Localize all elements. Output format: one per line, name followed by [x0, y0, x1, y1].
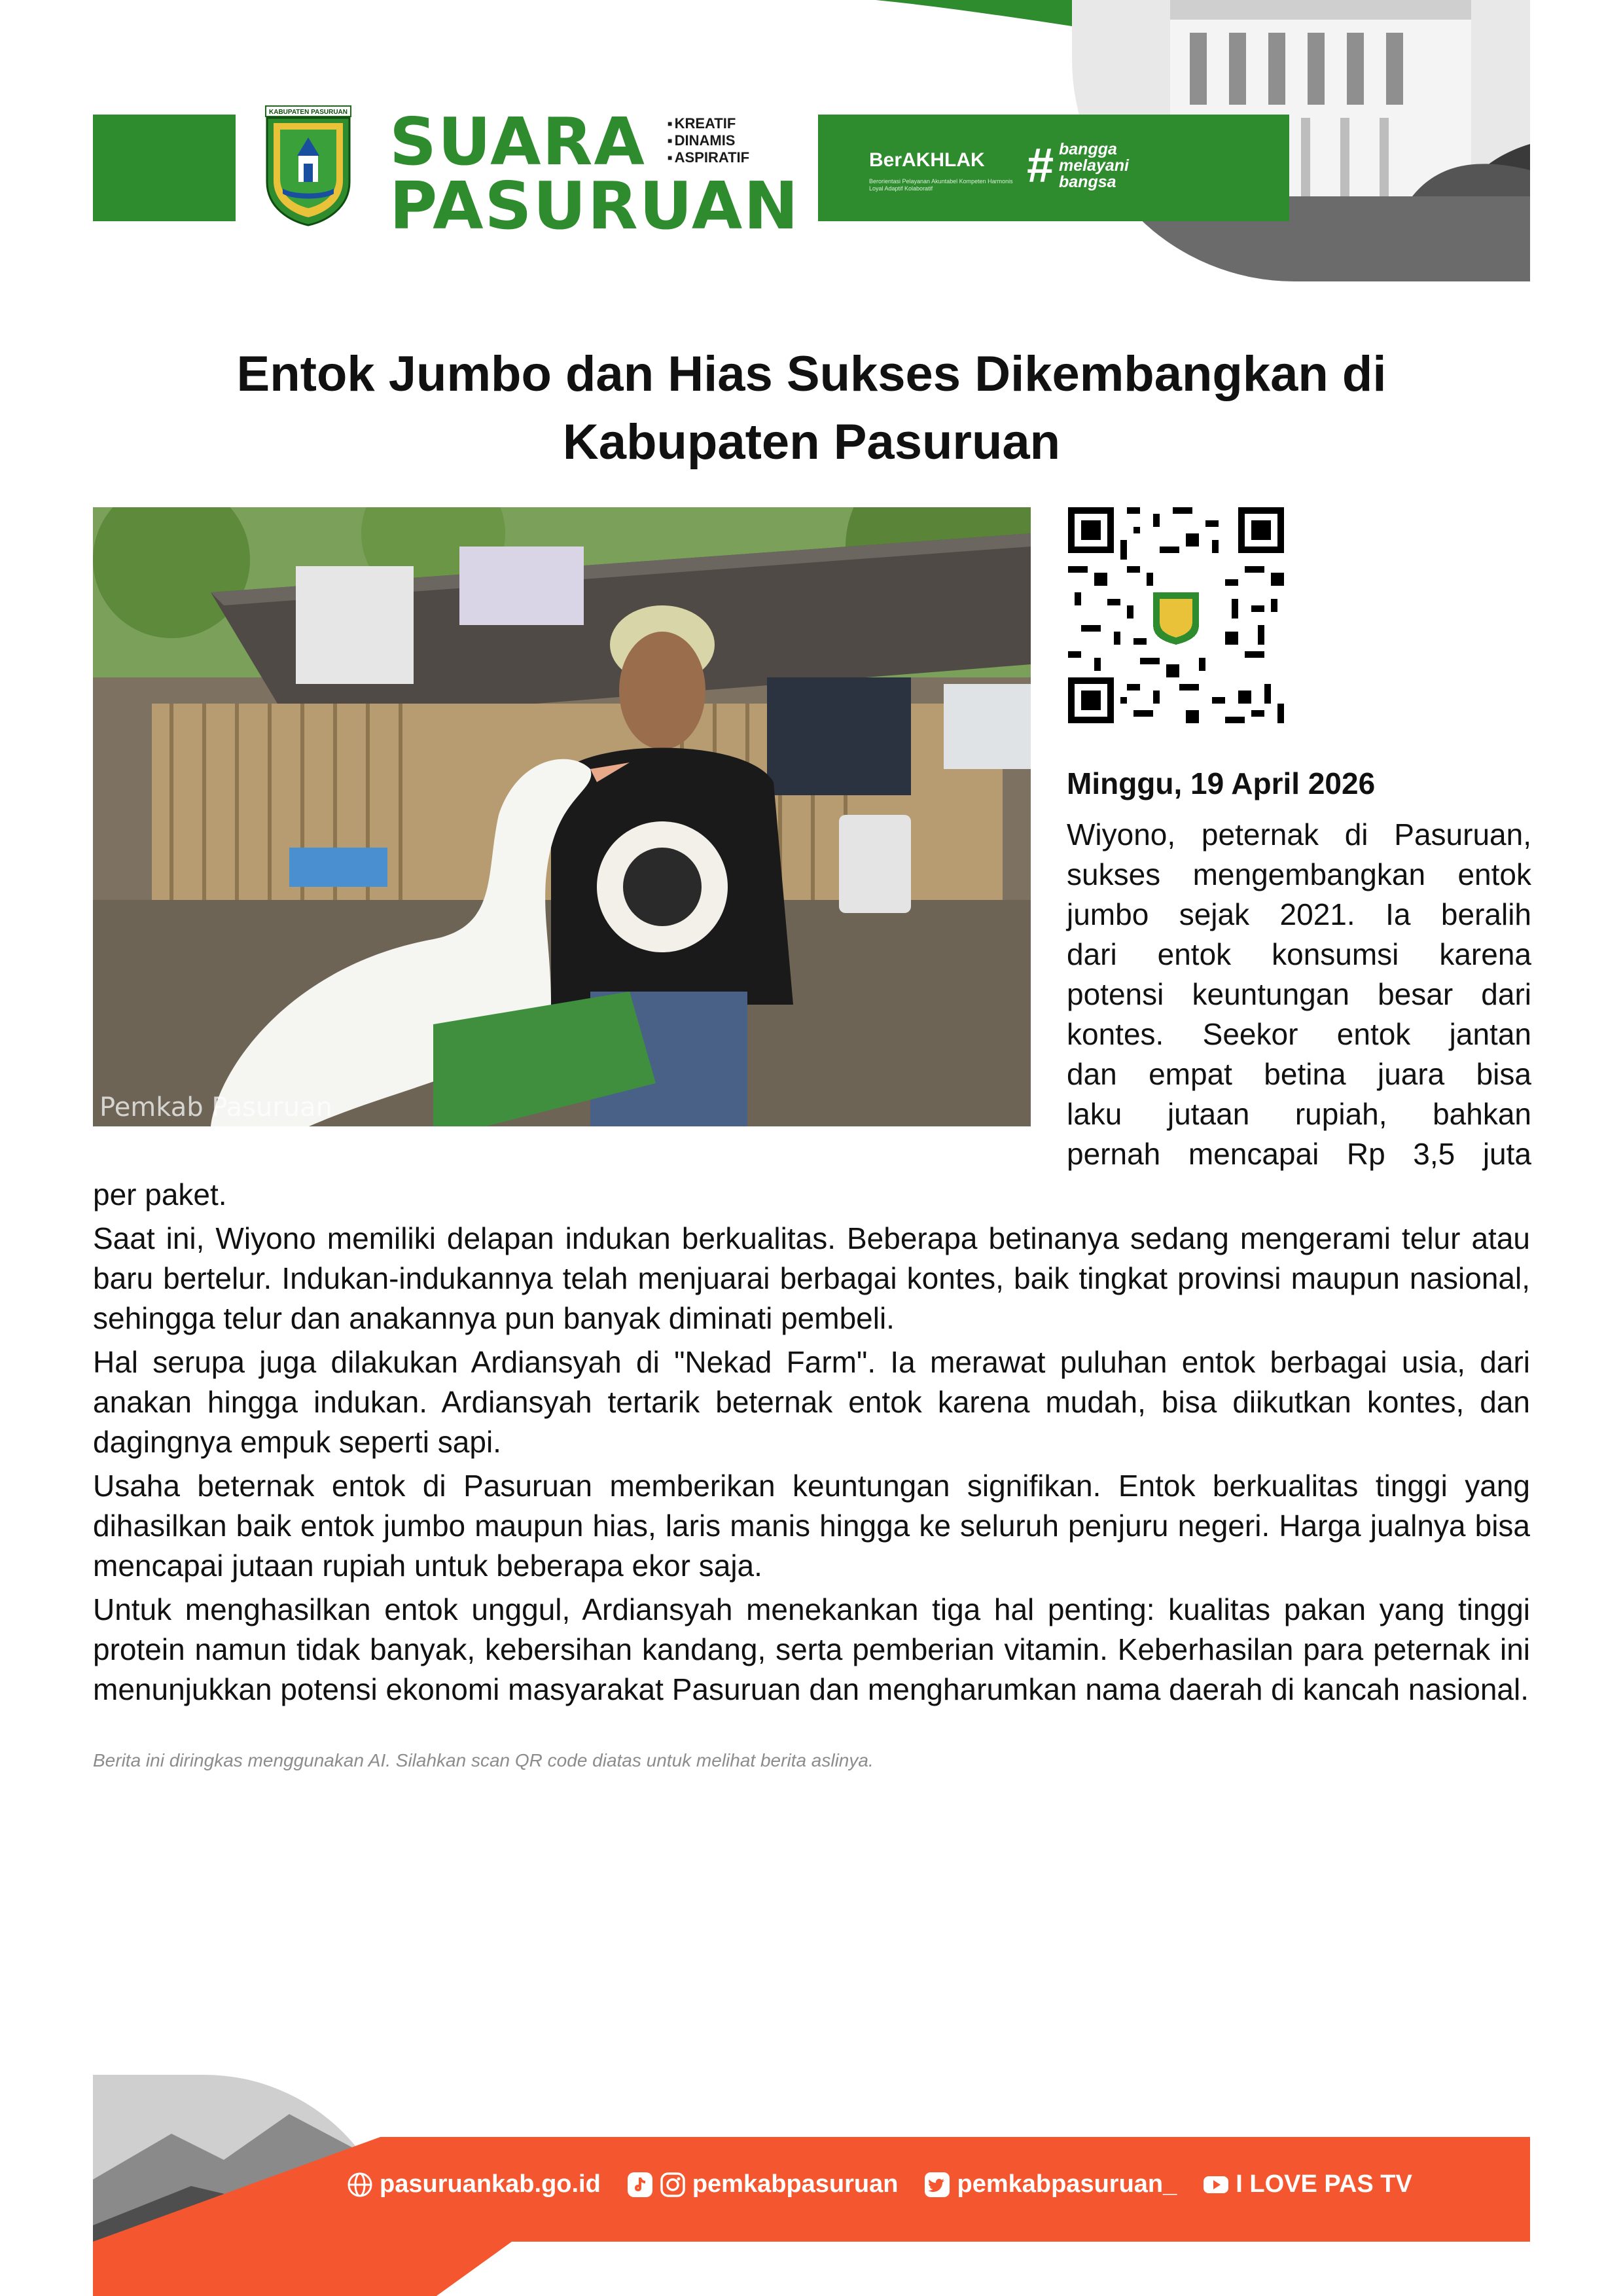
intro-line: sukses mengembangkan entok [1067, 857, 1531, 891]
website-text: pasuruankab.go.id [380, 2170, 601, 2198]
brand-line2: PASURUAN [389, 168, 800, 244]
footer-bar-wedge [93, 2242, 512, 2296]
title-line: Entok Jumbo dan Hias Sukses Dikembangkan di [236, 346, 1387, 402]
photo-credit: Pemkab Pasuruan [99, 1092, 333, 1122]
intro-continuation: per paket. [93, 1177, 227, 1211]
youtube-text: I LOVE PAS TV [1236, 2170, 1412, 2198]
footer-links [347, 2170, 1438, 2198]
tagline-item: ■ KREATIF [668, 115, 749, 132]
footer-twitter-link[interactable] [924, 2170, 1177, 2198]
article-paragraph: Usaha beternak entok di Pasuruan memberikan keuntungan signifikan. Entok berkualitas tinggi yang dihasilkan baik entok jumbo maupun hias, laris manis hingga ke seluruh penjuru negeri. Harga jualnya bisa mencapai jutaan rupiah untuk beberapa ekor saja. [93, 1469, 1530, 1583]
berakhlak-logo-text: BerAKHLAK [869, 149, 985, 171]
tagline-item: ■ ASPIRATIF [668, 149, 749, 166]
intro-line: potensi keuntungan besar dari [1067, 977, 1531, 1011]
intro-line: dari entok konsumsi karena [1067, 937, 1531, 971]
footer-youtube-link[interactable] [1203, 2170, 1412, 2198]
tagline-item: ■ DINAMIS [668, 132, 749, 149]
pasuruan-crest-logo [260, 103, 356, 226]
twitter-icon [924, 2172, 950, 2198]
globe-icon [347, 2172, 373, 2198]
article-photo [93, 507, 1031, 1126]
qr-code[interactable] [1068, 507, 1284, 723]
brand-line1: SUARA [389, 103, 646, 180]
hashtag-icon: # [1026, 138, 1054, 192]
intro-line: pernah mencapai Rp 3,5 juta [1067, 1137, 1531, 1171]
footer-tiktok-instagram-link[interactable] [627, 2170, 899, 2198]
title-line: Kabupaten Pasuruan [562, 414, 1061, 470]
intro-line: kontes. Seekor entok jantan [1067, 1017, 1531, 1051]
tiktok-icon [627, 2172, 653, 2198]
article-paragraph: Saat ini, Wiyono memiliki delapan indukan berkualitas. Beberapa betinanya sedang mengerami telur atau baru bertelur. Indukan-indukannya telah menjuarai berbagai kontes, baik tingkat provinsi maupun nasional, sehingga telur dan anakannya pun banyak diminati pembeli. [93, 1221, 1530, 1335]
intro-line: laku jutaan rupiah, bahkan [1067, 1097, 1531, 1131]
crest-label: KABUPATEN PASURUAN [269, 109, 348, 116]
instagram-icon [660, 2172, 686, 2198]
intro-line: jumbo sejak 2021. Ia beralih [1067, 897, 1531, 931]
ai-disclaimer: Berita ini diringkas menggunakan AI. Silahkan scan QR code diatas untuk melihat berita aslinya. [93, 1750, 874, 1770]
header-green-block [93, 115, 236, 221]
youtube-icon [1203, 2172, 1229, 2198]
social-handle-text: pemkabpasuruan [692, 2170, 899, 2198]
bangga-line: bangsa [1059, 173, 1116, 191]
article-paragraph: Hal serupa juga dilakukan Ardiansyah di "Nekad Farm". Ia merawat puluhan entok berbagai usia, dari anakan hingga indukan. Ardiansyah tertarik beternak entok karena mudah, bisa diikutkan kontes, dan dagingnya empuk seperti sapi. [93, 1345, 1530, 1459]
twitter-handle-text: pemkabpasuruan_ [957, 2170, 1177, 2198]
intro-line: Wiyono, peternak di Pasuruan, [1067, 817, 1531, 852]
bangga-melayani-bangsa-logo [1026, 138, 1130, 192]
bangga-line: melayani [1059, 156, 1130, 175]
article-date: Minggu, 19 April 2026 [1067, 766, 1376, 800]
article-body [93, 1175, 1530, 1710]
article-title [131, 340, 1492, 476]
berakhlak-subtitle: Berorientasi Pelayanan Akuntabel Kompeten Harmonis Loyal Adaptif Kolaboratif [869, 178, 1013, 192]
brand-taglines [668, 115, 749, 166]
footer-website-link[interactable] [347, 2170, 601, 2198]
bangga-line: bangga [1059, 140, 1117, 158]
article-intro-column [1067, 815, 1531, 1174]
article-paragraph: Untuk menghasilkan entok unggul, Ardiansyah menekankan tiga hal penting: kualitas pakan yang tinggi protein namun tidak banyak, kebersihan kandang, serta pemberian vitamin. Keberhasilan para peternak ini menunjukkan potensi ekonomi masyarakat Pasuruan dan mengharumkan nama daerah di kancah nasional. [93, 1592, 1530, 1706]
intro-line: dan empat betina juara bisa [1067, 1057, 1531, 1091]
